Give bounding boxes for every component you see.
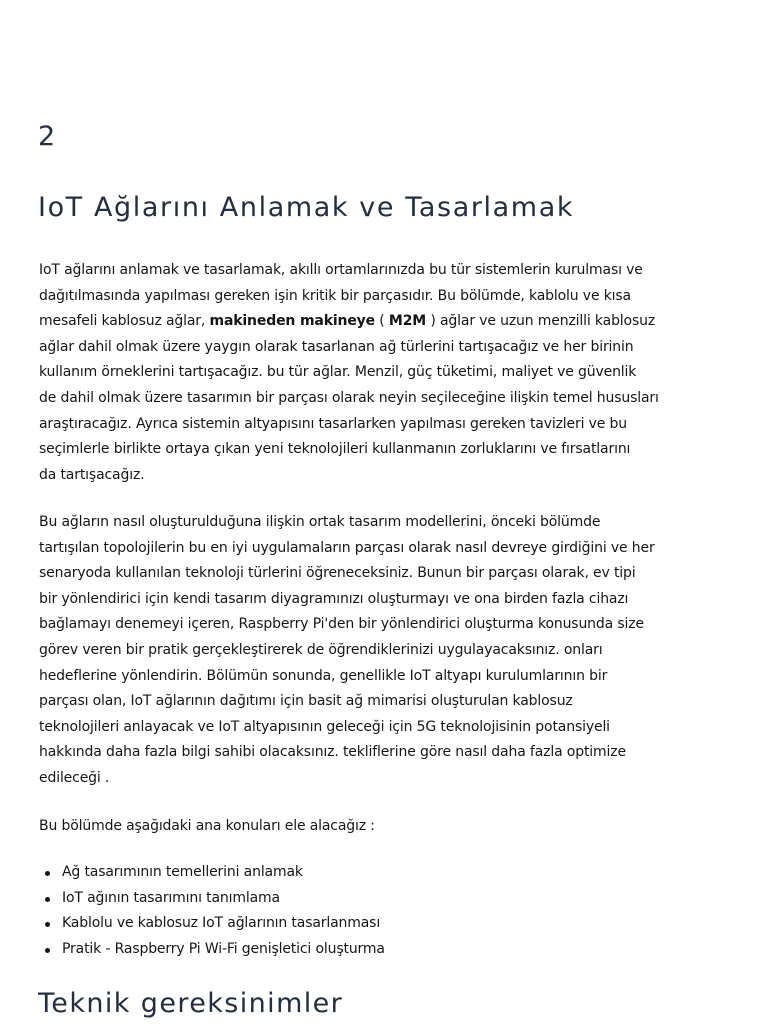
bullet-icon — [45, 871, 50, 876]
list-item-text: IoT ağının tasarımını tanımlama — [62, 889, 280, 906]
list-item — [39, 911, 385, 937]
topics-intro — [39, 814, 679, 840]
list-item — [39, 886, 385, 912]
bullet-icon — [45, 948, 50, 953]
bold-term-m2m: M2M — [388, 313, 427, 330]
text-run: ( — [375, 313, 389, 330]
text-run: ) ağlar ve uzun menzilli kablosuz — [426, 313, 656, 330]
chapter-number: 2 — [38, 121, 56, 152]
intro-paragraph — [39, 258, 679, 488]
paragraph-line: araştıracağız. Ayrıca sistemin altyapısını tasarlarken yapılması gereken tavizleri ve bu — [39, 415, 627, 432]
overview-paragraph — [39, 510, 679, 792]
list-item-text: Ağ tasarımının temellerini anlamak — [62, 864, 303, 880]
paragraph-line: parçası olan, IoT ağlarının dağıtımı için basit ağ mimarisi oluşturulan kablosuz — [39, 693, 573, 710]
bullet-icon — [45, 922, 50, 927]
paragraph-line: Bu bölümde aşağıdaki ana konuları ele alacağız : — [39, 818, 375, 834]
paragraph-line: IoT ağlarını anlamak ve tasarlamak, akıllı ortamlarınızda bu tür sistemlerin kurulması ve — [39, 262, 643, 278]
paragraph-line: de dahil olmak üzere tasarımın bir parçası olarak neyin seçileceğine ilişkin temel hususları — [39, 389, 659, 406]
paragraph-line — [39, 309, 679, 335]
paragraph-line: teknolojileri anlayacak ve IoT altyapısının geleceği için 5G teknolojisinin potansiyeli — [39, 718, 610, 735]
paragraph-line: edileceği . — [39, 769, 110, 786]
paragraph-line: hedeflerine yönlendirin. Bölümün sonunda, genellikle IoT altyapı kurulumlarının bir — [39, 667, 608, 684]
list-item-text: Kablolu ve kablosuz IoT ağlarının tasarlanması — [62, 915, 381, 932]
list-item-text: Pratik - Raspberry Pi Wi-Fi genişletici oluşturma — [62, 940, 385, 957]
topics-list — [39, 860, 385, 962]
paragraph-line: bağlamayı denemeyi içeren, Raspberry Pi'den bir yönlendirici oluşturma konusunda size — [39, 616, 644, 633]
paragraph-line: da tartışacağız. — [39, 466, 145, 483]
paragraph-line: ağlar dahil olmak üzere yaygın olarak tasarlanan ağ türlerini tartışacağız ve her birinin — [39, 338, 634, 355]
paragraph-line: senaryoda kullanılan teknoloji türlerini öğreneceksiniz. Bunun bir parçası olarak, ev tipi — [39, 565, 636, 582]
text-run: mesafeli kablosuz ağlar, — [39, 313, 210, 330]
bullet-icon — [45, 897, 50, 902]
chapter-title: IoT Ağlarını Anlamak ve Tasarlamak — [38, 192, 575, 223]
list-item — [39, 860, 385, 886]
bold-term-m2m-long: makineden makineye — [209, 313, 375, 330]
paragraph-line: dağıtılmasında yapılması gereken işin kritik bir parçasıdır. Bu bölümde, kablolu ve kısa — [39, 287, 631, 304]
list-item — [39, 937, 385, 963]
paragraph-line: bir yönlendirici için kendi tasarım diyagramınızı oluşturmayı ve ona birden fazla cihazı — [39, 590, 629, 607]
paragraph-line: tartışılan topolojilerin bu en iyi uygulamaların parçası olarak nasıl devreye girdiğini ve her — [39, 539, 655, 556]
paragraph-line: kullanım örneklerini tartışacağız. bu tür ağlar. Menzil, güç tüketimi, maliyet ve güvenlik — [39, 364, 637, 381]
paragraph-line: seçimlerle birlikte ortaya çıkan yeni teknolojileri kullanmanın zorluklarını ve fırsatlarını — [39, 441, 631, 458]
paragraph-line: görev veren bir pratik gerçekleştirerek de öğrendiklerinizi uygulayacaksınız. onları — [39, 641, 603, 658]
paragraph-line: Bu ağların nasıl oluşturulduğuna ilişkin ortak tasarım modellerini, önceki bölümde — [39, 514, 601, 530]
section-heading: Teknik gereksinimler — [38, 988, 344, 1019]
paragraph-line: hakkında daha fazla bilgi sahibi olacaksınız. tekliflerine göre nasıl daha fazla optimize — [39, 744, 626, 761]
